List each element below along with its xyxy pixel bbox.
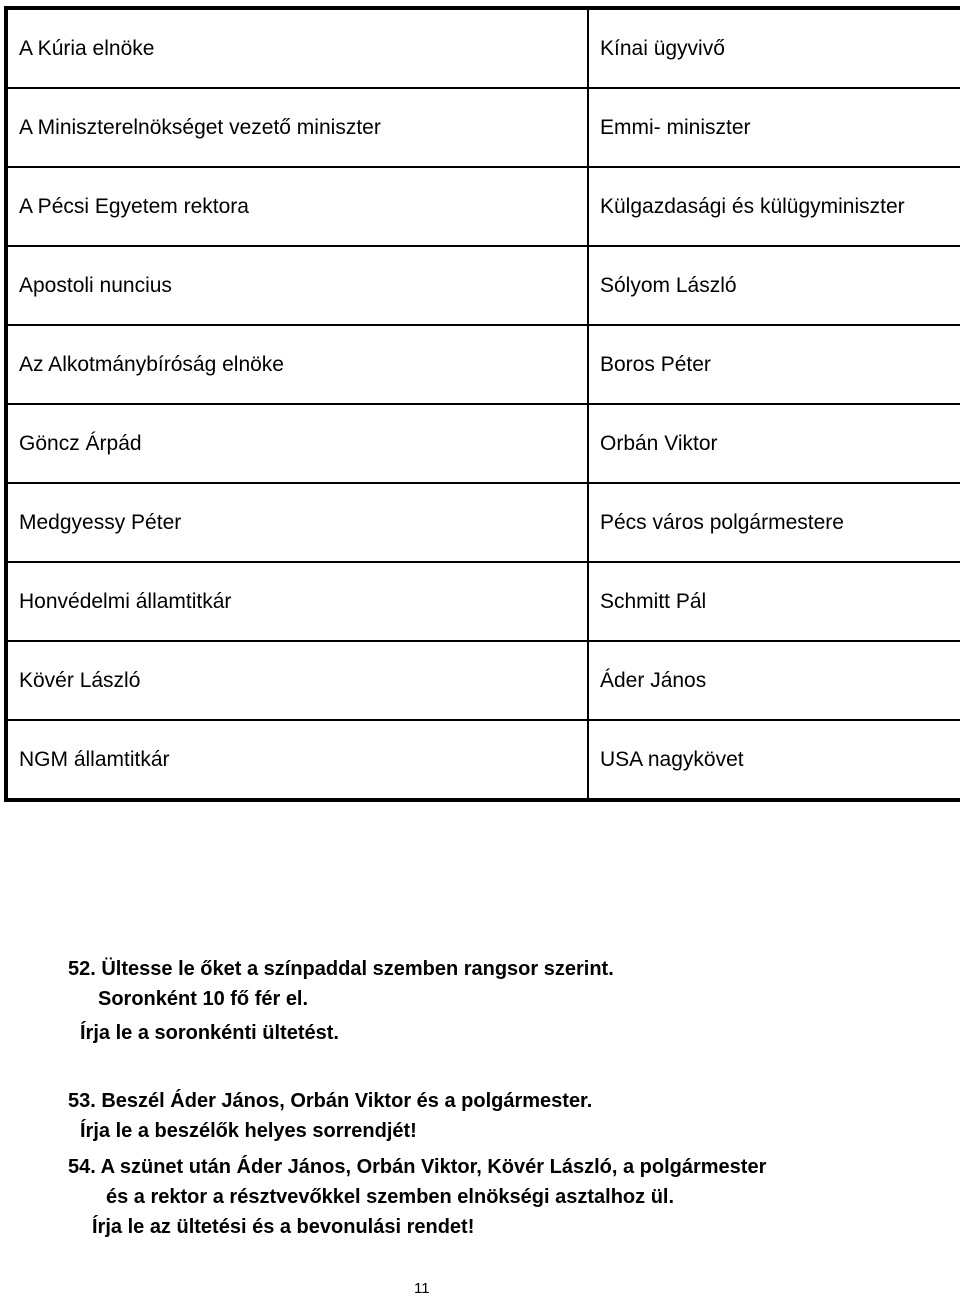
table-cell: Göncz Árpád bbox=[6, 404, 588, 483]
task-52-detail: Írja le a soronkénti ültetést. bbox=[80, 1022, 339, 1044]
table-cell: Az Alkotmánybíróság elnöke bbox=[6, 325, 588, 404]
table-row bbox=[6, 562, 960, 641]
table-cell: NGM államtitkár bbox=[6, 720, 588, 800]
table-cell: Boros Péter bbox=[588, 325, 960, 404]
task-54-detail: és a rektor a résztvevőkkel szemben elnökségi asztalhoz ül. bbox=[106, 1186, 675, 1208]
task-53-instruction: 53. Beszél Áder János, Orbán Viktor és a polgármester. bbox=[68, 1090, 593, 1112]
table-cell: Kövér László bbox=[6, 641, 588, 720]
table-cell: Pécs város polgármestere bbox=[588, 483, 960, 562]
table-cell: Kínai ügyvivő bbox=[588, 8, 960, 88]
page-number: 11 bbox=[414, 1280, 430, 1297]
table-cell: Sólyom László bbox=[588, 246, 960, 325]
table-row bbox=[6, 720, 960, 800]
table-cell: USA nagykövet bbox=[588, 720, 960, 800]
table-cell: A Kúria elnöke bbox=[6, 8, 588, 88]
task-52-instruction: 52. Ültesse le őket a színpaddal szemben rangsor szerint. bbox=[68, 958, 614, 980]
table-row bbox=[6, 88, 960, 167]
table-row bbox=[6, 404, 960, 483]
table-cell: Áder János bbox=[588, 641, 960, 720]
task-54-instruction: 54. A szünet után Áder János, Orbán Viktor, Kövér László, a polgármester bbox=[68, 1156, 767, 1178]
table-row bbox=[6, 8, 960, 88]
table-cell: Honvédelmi államtitkár bbox=[6, 562, 588, 641]
task-52-detail: Soronként 10 fő fér el. bbox=[98, 988, 309, 1010]
table-row bbox=[6, 167, 960, 246]
task-53-detail: Írja le a beszélők helyes sorrendjét! bbox=[80, 1120, 417, 1142]
table-cell: A Pécsi Egyetem rektora bbox=[6, 167, 588, 246]
table-cell: Külgazdasági és külügyminiszter bbox=[588, 167, 960, 246]
names-table bbox=[4, 6, 960, 802]
table-cell: Orbán Viktor bbox=[588, 404, 960, 483]
table-row bbox=[6, 325, 960, 404]
table-cell: Apostoli nuncius bbox=[6, 246, 588, 325]
task-54-detail: Írja le az ültetési és a bevonulási rendet! bbox=[92, 1216, 475, 1238]
table-row bbox=[6, 483, 960, 562]
table-cell: Medgyessy Péter bbox=[6, 483, 588, 562]
table-cell: Emmi- miniszter bbox=[588, 88, 960, 167]
table-row bbox=[6, 246, 960, 325]
table-cell: Schmitt Pál bbox=[588, 562, 960, 641]
table-cell: A Miniszterelnökséget vezető miniszter bbox=[6, 88, 588, 167]
table-row bbox=[6, 641, 960, 720]
